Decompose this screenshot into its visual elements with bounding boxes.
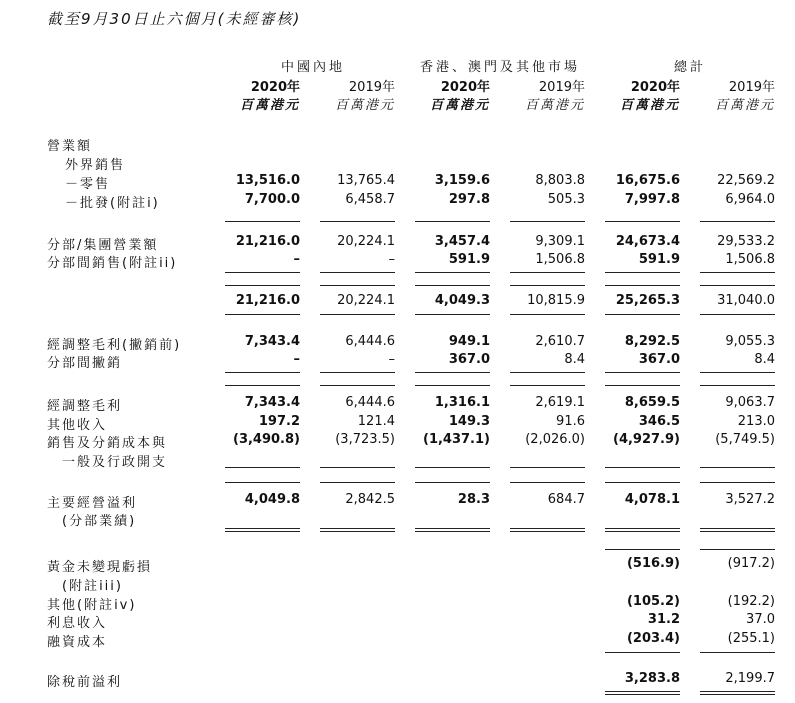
cell-value: 20,224.1 (337, 234, 395, 249)
table-rule (510, 467, 585, 468)
cell-value: (917.2) (727, 556, 775, 571)
cell-value: 91.6 (556, 414, 585, 429)
table-rule (700, 314, 775, 315)
year-header: 2019年 (728, 80, 775, 95)
row-label: 分部間銷售(附註ii) (47, 256, 178, 271)
cell-value: 3,283.8 (624, 671, 680, 686)
cell-value: 149.3 (448, 414, 490, 429)
table-double-rule (605, 528, 680, 532)
cell-value: 6,444.6 (345, 334, 395, 349)
cell-value: 6,964.0 (725, 192, 775, 207)
row-label: 經調整毛利(撇銷前) (47, 338, 182, 353)
cell-value: 21,216.0 (235, 234, 300, 249)
cell-value: 21,216.0 (235, 293, 300, 308)
table-rule (700, 272, 775, 273)
table-rule (700, 467, 775, 468)
row-label: 主要經營溢利 (47, 496, 138, 511)
cell-value: – (293, 252, 300, 267)
cell-value: 28.3 (457, 492, 490, 507)
row-label: 經調整毛利 (47, 399, 123, 414)
cell-value: 1,506.8 (725, 252, 775, 267)
cell-value: 213.0 (737, 414, 775, 429)
table-rule (225, 285, 300, 286)
table-rule (415, 221, 490, 222)
unit-header: 百萬港元 (239, 98, 300, 113)
table-rule (700, 285, 775, 286)
cell-value: 8,292.5 (624, 334, 680, 349)
cell-value: 16,675.6 (615, 173, 680, 188)
page-title: 截至9月30日止六個月(未經審核) (47, 10, 302, 28)
unit-header: 百萬港元 (524, 98, 585, 113)
cell-value: (4,927.9) (613, 432, 680, 447)
cell-value: – (388, 352, 395, 367)
cell-value: (255.1) (727, 631, 775, 646)
cell-value: 367.0 (448, 352, 490, 367)
table-rule (320, 272, 395, 273)
cell-value: 4,049.8 (244, 492, 300, 507)
cell-value: 29,533.2 (717, 234, 775, 249)
cell-value: 2,619.1 (535, 395, 585, 410)
cell-value: (1,437.1) (423, 432, 490, 447)
header-mainland: 中國內地 (280, 60, 345, 75)
cell-value: (516.9) (626, 556, 680, 571)
table-rule (605, 314, 680, 315)
row-label: 其他(附註iv) (47, 598, 137, 613)
table-rule (605, 221, 680, 222)
table-rule (320, 314, 395, 315)
table-rule (225, 221, 300, 222)
cell-value: 3,457.4 (434, 234, 490, 249)
cell-value: 2,610.7 (535, 334, 585, 349)
cell-value: 367.0 (638, 352, 680, 367)
cell-value: 1,506.8 (535, 252, 585, 267)
row-label: 一般及行政開支 (62, 455, 168, 470)
table-double-rule (605, 691, 680, 695)
table-rule (225, 467, 300, 468)
cell-value: – (293, 352, 300, 367)
cell-value: 1,316.1 (434, 395, 490, 410)
cell-value: 346.5 (638, 414, 680, 429)
cell-value: (3,723.5) (335, 432, 395, 447)
cell-value: 4,078.1 (624, 492, 680, 507)
table-double-rule (700, 528, 775, 532)
cell-value: 7,343.4 (244, 334, 300, 349)
cell-value: 3,527.2 (725, 492, 775, 507)
row-label: －批發(附註i) (65, 196, 160, 211)
cell-value: 8.4 (564, 352, 585, 367)
cell-value: (203.4) (626, 631, 680, 646)
table-rule (415, 385, 490, 386)
table-double-rule (510, 528, 585, 532)
row-label: 融資成本 (47, 635, 108, 650)
table-rule (605, 372, 680, 373)
cell-value: 10,815.9 (527, 293, 585, 308)
cell-value: 591.9 (638, 252, 680, 267)
table-rule (415, 314, 490, 315)
cell-value: 25,265.3 (615, 293, 680, 308)
cell-value: 684.7 (547, 492, 585, 507)
row-label: －零售 (65, 177, 111, 192)
cell-value: 8,803.8 (535, 173, 585, 188)
table-rule (700, 482, 775, 483)
cell-value: 3,159.6 (434, 173, 490, 188)
table-rule (605, 467, 680, 468)
cell-value: 949.1 (448, 334, 490, 349)
table-rule (320, 221, 395, 222)
table-rule (510, 272, 585, 273)
cell-value: (2,026.0) (525, 432, 585, 447)
row-label: 營業額 (47, 139, 93, 154)
table-rule (510, 385, 585, 386)
unit-header: 百萬港元 (619, 98, 680, 113)
cell-value: (105.2) (626, 594, 680, 609)
cell-value: 7,997.8 (624, 192, 680, 207)
cell-value: 8.4 (754, 352, 775, 367)
table-rule (700, 372, 775, 373)
table-rule (605, 385, 680, 386)
table-rule (605, 652, 680, 653)
cell-value: 4,049.3 (434, 293, 490, 308)
table-rule (605, 482, 680, 483)
table-rule (700, 652, 775, 653)
cell-value: 505.3 (547, 192, 585, 207)
table-rule (510, 285, 585, 286)
table-rule (510, 482, 585, 483)
cell-value: 20,224.1 (337, 293, 395, 308)
table-rule (510, 221, 585, 222)
table-rule (700, 385, 775, 386)
unit-header: 百萬港元 (714, 98, 775, 113)
cell-value: 6,458.7 (345, 192, 395, 207)
table-rule (700, 221, 775, 222)
cell-value: 7,700.0 (244, 192, 300, 207)
cell-value: 297.8 (448, 192, 490, 207)
row-label: 分部間撇銷 (47, 356, 123, 371)
row-label: 利息收入 (47, 616, 108, 631)
cell-value: 6,444.6 (345, 395, 395, 410)
table-rule (225, 372, 300, 373)
cell-value: 24,673.4 (615, 234, 680, 249)
cell-value: 2,199.7 (725, 671, 775, 686)
cell-value: 591.9 (448, 252, 490, 267)
header-hk-macau-other: 香港、澳門及其他市場 (419, 60, 580, 75)
row-label: 外界銷售 (65, 158, 126, 173)
row-label: 其他收入 (47, 418, 108, 433)
table-rule (605, 272, 680, 273)
table-rule (415, 482, 490, 483)
cell-value: 121.4 (357, 414, 395, 429)
year-header: 2020年 (630, 80, 680, 95)
cell-value: 13,516.0 (235, 173, 300, 188)
year-header: 2020年 (440, 80, 490, 95)
table-rule (225, 385, 300, 386)
year-header: 2020年 (250, 80, 300, 95)
table-rule (225, 482, 300, 483)
table-rule (510, 372, 585, 373)
year-header: 2019年 (348, 80, 395, 95)
cell-value: 2,842.5 (345, 492, 395, 507)
row-label: 銷售及分銷成本與 (47, 436, 168, 451)
cell-value: 9,309.1 (535, 234, 585, 249)
table-rule (700, 549, 775, 550)
table-rule (320, 385, 395, 386)
table-rule (415, 272, 490, 273)
cell-value: (5,749.5) (715, 432, 775, 447)
row-label: 分部/集團營業額 (47, 238, 159, 253)
unit-header: 百萬港元 (429, 98, 490, 113)
cell-value: (192.2) (727, 594, 775, 609)
row-label: (分部業績) (62, 514, 137, 529)
table-rule (415, 372, 490, 373)
cell-value: (3,490.8) (233, 432, 300, 447)
table-rule (320, 372, 395, 373)
cell-value: 8,659.5 (624, 395, 680, 410)
cell-value: 13,765.4 (337, 173, 395, 188)
cell-value: 37.0 (746, 612, 775, 627)
table-rule (605, 285, 680, 286)
table-double-rule (225, 528, 300, 532)
cell-value: 197.2 (258, 414, 300, 429)
header-total: 總計 (673, 60, 706, 75)
table-double-rule (700, 691, 775, 695)
cell-value: 31.2 (647, 612, 680, 627)
table-rule (225, 314, 300, 315)
row-label: (附註iii) (62, 579, 123, 594)
cell-value: 22,569.2 (717, 173, 775, 188)
year-header: 2019年 (538, 80, 585, 95)
table-rule (415, 285, 490, 286)
table-rule (605, 549, 680, 550)
table-rule (320, 285, 395, 286)
table-rule (320, 467, 395, 468)
unit-header: 百萬港元 (334, 98, 395, 113)
cell-value: 9,055.3 (725, 334, 775, 349)
cell-value: 31,040.0 (717, 293, 775, 308)
row-label: 黃金未變現虧損 (47, 560, 153, 575)
table-rule (225, 272, 300, 273)
table-rule (510, 314, 585, 315)
table-double-rule (320, 528, 395, 532)
table-rule (320, 482, 395, 483)
cell-value: 7,343.4 (244, 395, 300, 410)
cell-value: 9,063.7 (725, 395, 775, 410)
table-double-rule (415, 528, 490, 532)
cell-value: – (388, 252, 395, 267)
row-label: 除稅前溢利 (47, 675, 123, 690)
table-rule (415, 467, 490, 468)
